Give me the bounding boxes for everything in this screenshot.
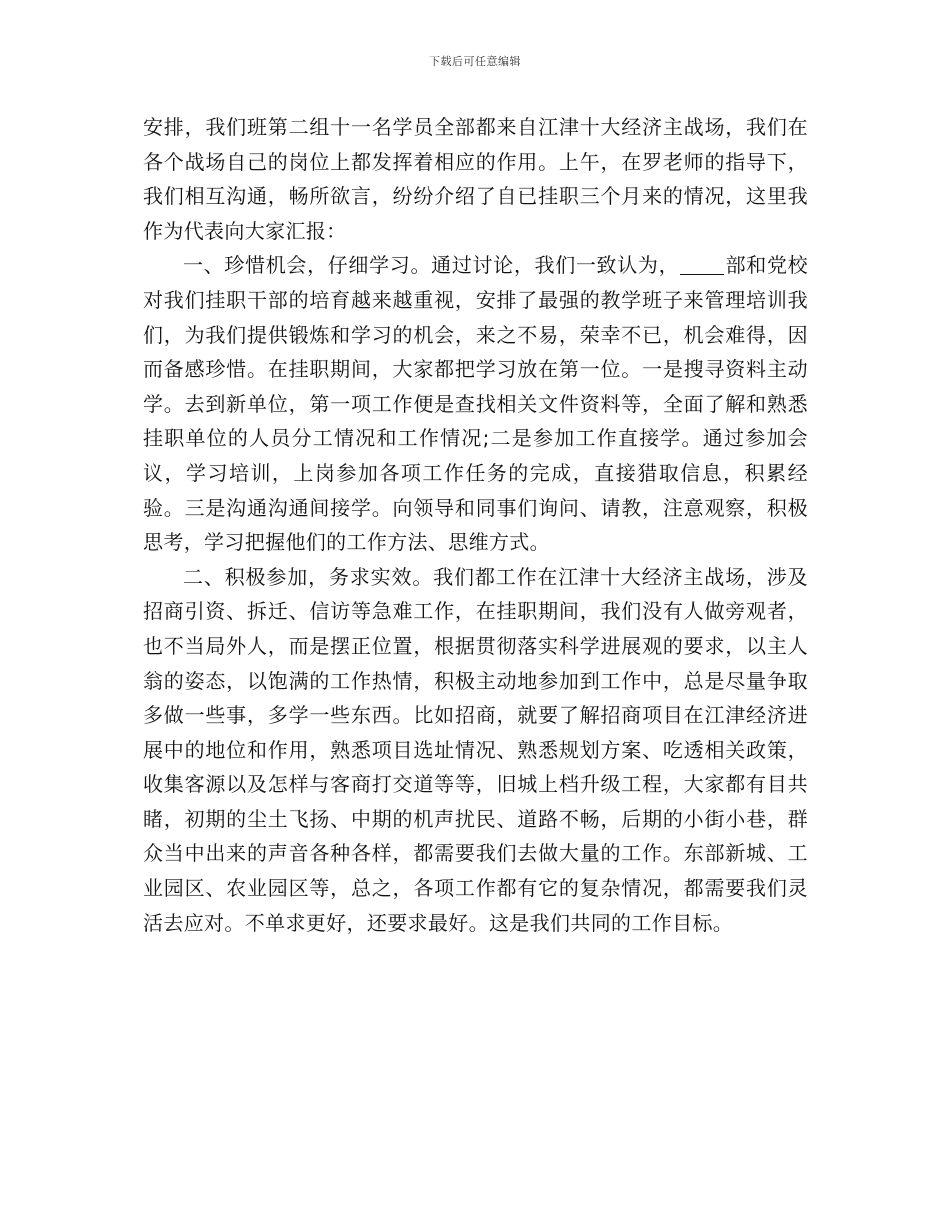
paragraph-active-participation: 二、积极参加，务求实效。我们都工作在江津十大经济主战场，涉及招商引资、拆迁、信访等急难工作，在挂职期间，我们没有人做旁观者，也不当局外人，而是摆正位置，根据贯彻落实科学进展观的要求，以主人翁的姿态，以饱满的工作热情，积极主动地参加到工作中，总是尽量争取多做一些事，多学一些东西。比如招商，就要了解招商项目在江津经济进展中的地位和作用，熟悉项目选址情况、熟悉规划方案、吃透相关政策，收集客源以及怎样与客商打交道等等，旧城上档升级工程，大家都有目共睹，初期的尘土飞扬、中期的机声扰民、道路不畅，后期的小街小巷，群众当中出来的声音各种各样，都需要我们去做大量的工作。东部新城、工业园区、农业园区等，总之，各项工作都有它的复杂情况，都需要我们灵活去应对。不单求更好，还要求最好。这是我们共同的工作目标。 bbox=[143, 564, 808, 935]
page-header: 下载后可任意编辑 bbox=[429, 55, 521, 68]
paragraph-text-after-blank: 部和党校对我们挂职干部的培育越来越重视，安排了最强的教学班子来管理培训我们，为我们提供锻炼和学习的机会，来之不易，荣幸不已，机会难得，因而备感珍惜。在挂职期间，大家都把学习放在第一位。一是搜寻资料主动学。去到新单位，第一项工作便是查找相关文件资料等，全面了解和熟悉挂职单位的人员分工情况和工作情况;二是参加工作直接学。通过参加会议，学习培训，上岗参加各项工作任务的完成，直接猎取信息，积累经验。三是沟通沟通间接学。向领导和同事们询问、请教，注意观察，积极思考，学习把握他们的工作方法、思维方式。 bbox=[143, 253, 808, 555]
paragraph-cherish-opportunity bbox=[143, 248, 808, 559]
fill-in-blank bbox=[680, 254, 724, 275]
document-body bbox=[143, 110, 808, 940]
paragraph-text-before-blank: 一、珍惜机会，仔细学习。通过讨论，我们一致认为， bbox=[183, 253, 680, 278]
paragraph-intro: 安排，我们班第二组十一名学员全部都来自江津十大经济主战场，我们在各个战场自己的岗位上都发挥着相应的作用。上午，在罗老师的指导下，我们相互沟通，畅所欲言，纷纷介绍了自已挂职三个月来的情况，这里我作为代表向大家汇报： bbox=[143, 115, 808, 243]
